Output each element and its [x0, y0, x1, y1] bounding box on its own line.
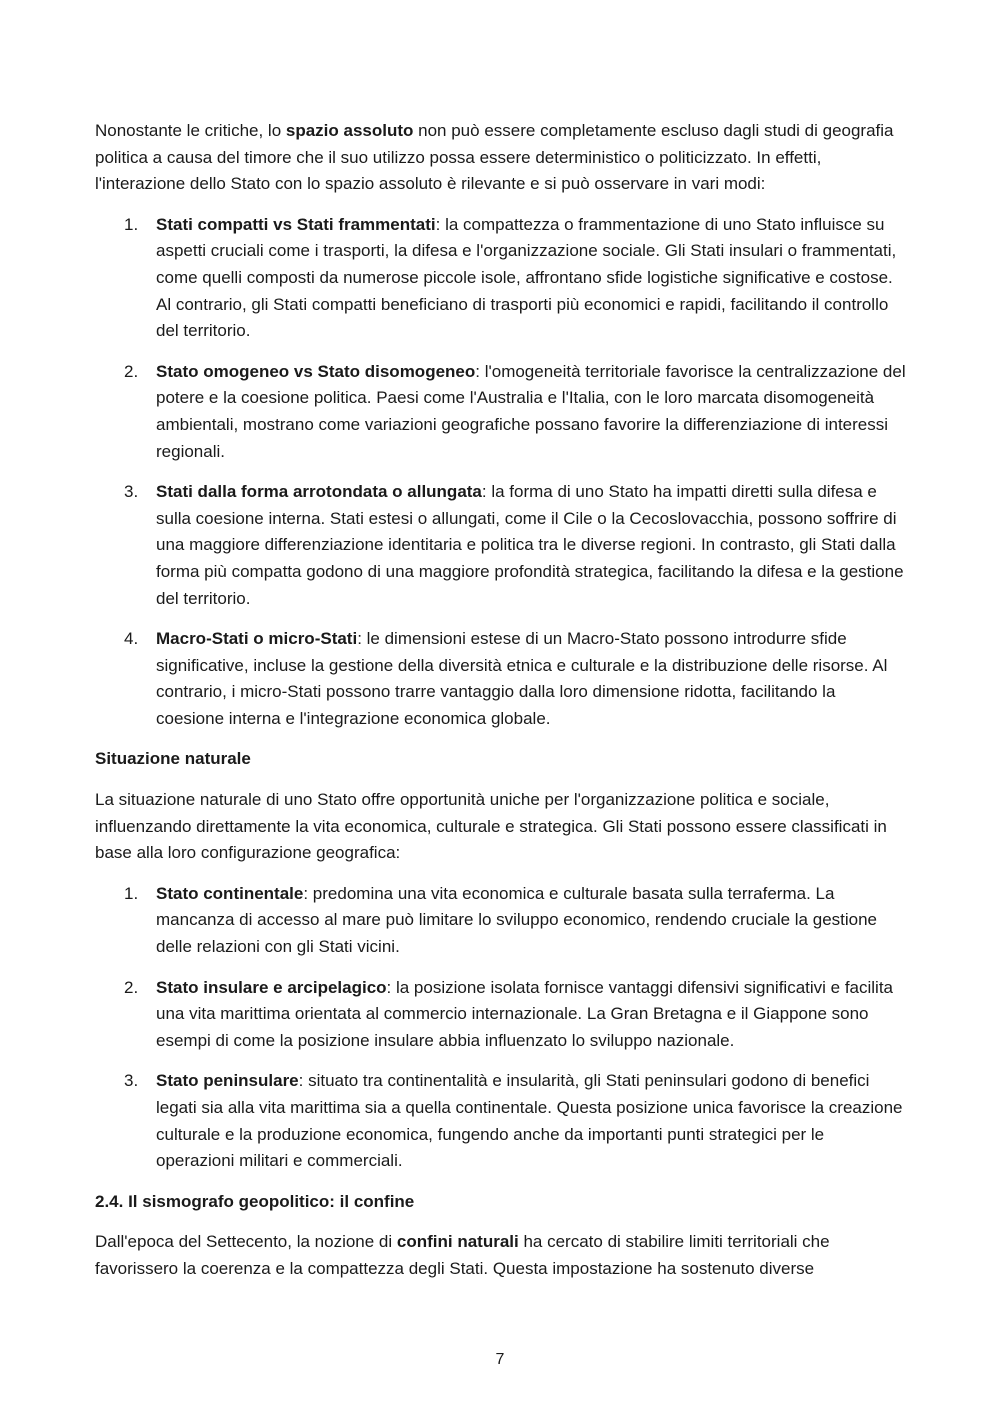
list-item: [95, 212, 907, 345]
list-item: [95, 1068, 907, 1174]
list-item: [95, 479, 907, 612]
situazione-paragraph: La situazione naturale di uno Stato offre opportunità uniche per l'organizzazione politica e sociale, influenzando direttamente la vita economica, culturale e strategica. Gli Stati possono essere classificati in base alla loro configurazione geografica:: [95, 790, 887, 863]
section-heading-situazione-naturale: Situazione naturale: [95, 749, 251, 769]
list-item-text: : predomina una vita economica e culturale basata sulla terraferma. La mancanza di accesso al mare può limitare lo sviluppo economico, rendendo cruciale la gestione delle relazioni con gli Stati vicini.: [156, 883, 878, 957]
natural-situation-list: [95, 881, 907, 1175]
list-item: [95, 881, 907, 961]
list-item-term: Stato peninsulare: [156, 1071, 299, 1091]
page-number: 7: [495, 1351, 505, 1368]
state-types-list: [95, 212, 907, 733]
list-item-text: : situato tra continentalità e insularità, gli Stati peninsulari godono di benefici legati sia alla vita marittima sia a quella continentale. Questa posizione unica favorisce la creazione culturale e la produzione economica, fungendo anche da importanti punti strategici per le operazioni militari e commerciali.: [156, 1071, 903, 1171]
intro-paragraph: Nonostante le critiche, lo spazio assoluto non può essere completamente escluso dagli studi di geografia politica a causa del timore che il suo utilizzo possa essere deterministico o politicizzato. In effetti, l'interazione dello Stato con lo spazio assoluto è rilevante e si può osservare in vari modi:: [95, 121, 894, 194]
list-number: 1.: [124, 883, 139, 903]
list-item-term: Stati compatti vs Stati frammentati: [156, 214, 436, 234]
list-item-text: : l'omogeneità territoriale favorisce la centralizzazione del potere e la coesione politica. Paesi come l'Australia e l'Italia, con le loro marcata disomogeneità ambientali, mostrano come variazioni geografiche possano favorire la differenziazione di interessi regionali.: [156, 361, 906, 461]
term-confini-naturali: confini naturali: [396, 1232, 519, 1252]
list-item-text: : la posizione isolata fornisce vantaggi difensivi significativi e facilita una vita marittima orientata al commercio internazionale. La Gran Bretagna e il Giappone sono esempi di come la posizione insulare abbia influenzato lo sviluppo nazionale.: [156, 977, 894, 1050]
list-item-term: Stato omogeneo vs Stato disomogeneo: [156, 361, 476, 381]
list-item: [95, 626, 907, 732]
list-item-term: Stati dalla forma arrotondata o allungata: [156, 482, 482, 502]
list-number: 3.: [124, 1071, 139, 1091]
section-heading-sismografo: 2.4. Il sismografo geopolitico: il confine: [95, 1191, 415, 1211]
list-item-text: : la forma di uno Stato ha impatti diretti sulla difesa e sulla coesione interna. Stati estesi o allungati, come il Cile o la Cecoslovacchia, possono soffrire di una maggiore differenziazione identitaria e politica tra le diverse regioni. In contrasto, gli Stati dalla forma più compatta godono di una maggiore profondità strategica, facilitando la difesa e la gestione del territorio.: [156, 482, 904, 608]
list-item-text: : la compattezza o frammentazione di uno Stato influisce su aspetti cruciali come i trasporti, la difesa e l'organizzazione sociale. Gli Stati insulari o frammentati, come quelli composti da numerose piccole isole, affrontano sfide logistiche significative e costose. Al contrario, gli Stati compatti beneficiano di trasporti più economici e rapidi, facilitando il controllo del territorio.: [156, 214, 897, 341]
list-number: 4.: [124, 629, 139, 649]
page-content: [95, 118, 907, 1297]
list-number: 2.: [124, 361, 139, 381]
list-number: 2.: [124, 977, 139, 997]
confini-paragraph: Dall'epoca del Settecento, la nozione di confini naturali ha cercato di stabilire limiti territoriali che favorissero la coerenza e la compattezza degli Stati. Questa impostazione ha sostenuto diverse: [95, 1232, 830, 1278]
list-number: 1.: [124, 214, 139, 234]
list-item: [95, 359, 907, 465]
list-item-term: Stato continentale: [156, 883, 304, 903]
list-number: 3.: [124, 482, 139, 502]
term-spazio-assoluto: spazio assoluto: [285, 121, 414, 140]
list-item-text: : le dimensioni estese di un Macro-Stato possono introdurre sfide significative, incluse la gestione della diversità etnica e culturale e la distribuzione delle risorse. Al contrario, i micro-Stati possono trarre vantaggio dalla loro dimensione ridotta, facilitando la coesione interna e l'integrazione economica globale.: [156, 629, 888, 728]
list-item-term: Stato insulare e arcipelagico: [156, 977, 387, 997]
list-item: [95, 975, 907, 1055]
list-item-term: Macro-Stati o micro-Stati: [156, 629, 358, 649]
